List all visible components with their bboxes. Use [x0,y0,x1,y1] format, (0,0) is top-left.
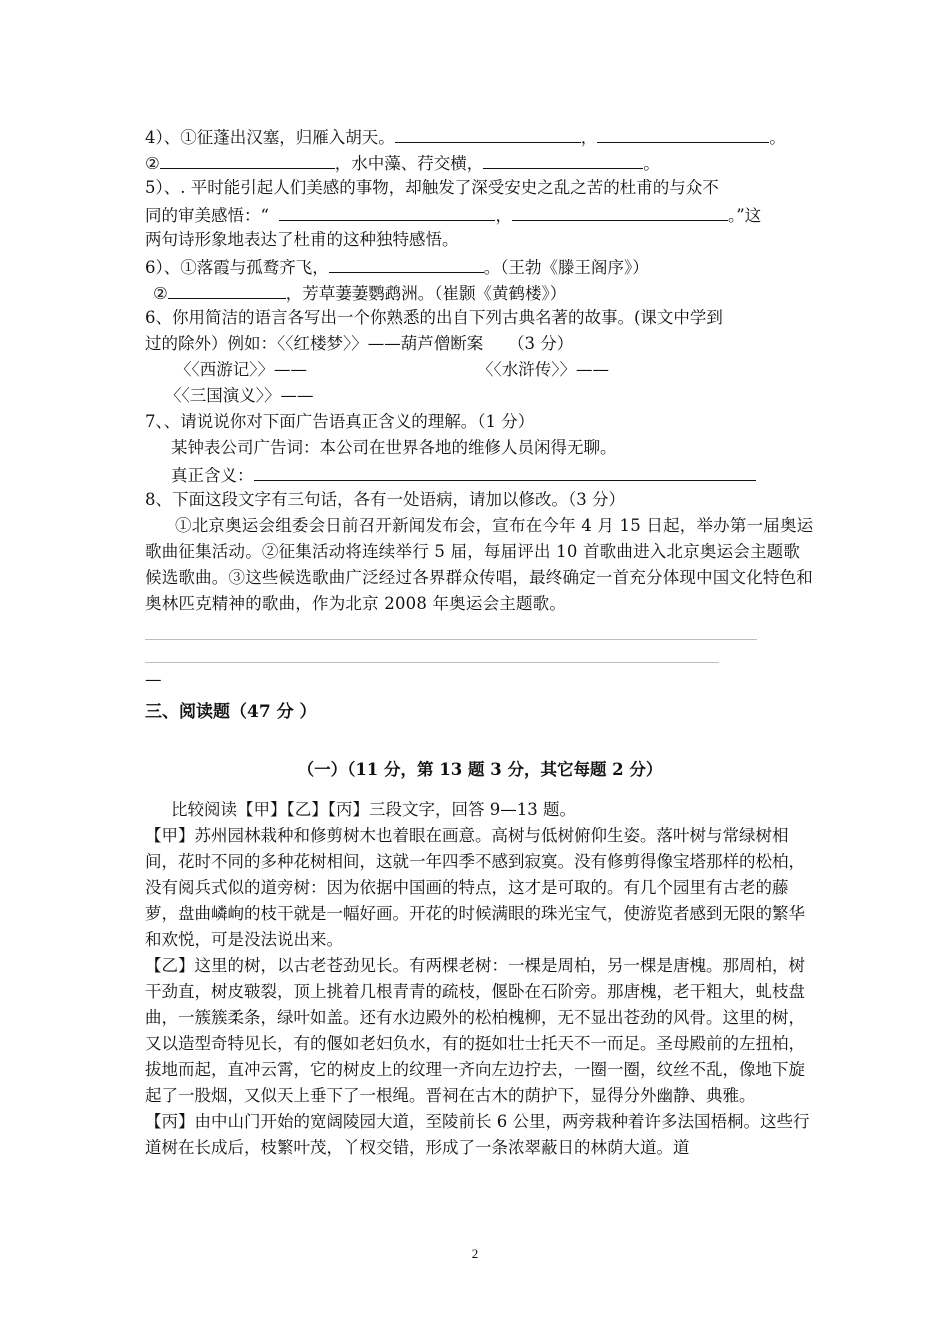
story-line3 [145,357,815,383]
story-text: 过的除外）例如：〈〈红楼梦〉〉——葫芦僧断案 （3 分） [145,334,574,353]
punct: 。 [769,128,786,147]
punct: 。 [643,154,660,173]
q6-marker: ② [153,284,168,303]
reading-intro [145,797,815,823]
answer-blank[interactable] [279,201,495,221]
passage-bing: 【丙】由中山门开始的宽阔陵园大道，至陵前长 6 公里，两旁栽种着许多法国梧桐。这些行道树在长成后，枝繁叶茂，丫杈交错，形成了一条浓翠蔽日的林荫大道。道 [145,1112,810,1157]
q4-line1 [145,123,815,149]
story-sanguo: 〈〈三国演义〉〉—— [165,386,314,405]
q7-text: 7、、请说说你对下面广告语真正含义的理解。（1 分） [145,412,535,431]
passage-yi: 【乙】这里的树，以古老苍劲见长。有两棵老树：一棵是周柏，另一棵是唐槐。那周柏，树干劲直，树皮皲裂，顶上挑着几根青青的疏枝，偃卧在石阶旁。那唐槐，老干粗大，虬枝盘曲，一簇簇柔条，绿叶如盖。还有水边殿外的松柏槐柳，无不显出苍劲的风骨。这里的树，又以造型奇特见长，有的偃如老妇负水，有的挺如壮士托天不一而足。圣母殿前的左扭柏，拔地而起，直冲云霄，它的树皮上的纹理一齐向左边拧去，一圈一圈，纹丝不乱，像地下旋起了一股烟，又似天上垂下了一根绳。晋祠在古木的荫护下，显得分外幽静、典雅。 [145,956,805,1105]
q6-line2 [145,279,815,305]
answer-blank[interactable] [168,279,286,299]
section-subtitle: （一）（11 分，第 13 题 3 分，其它每题 2 分） [297,760,663,779]
q5-line1 [145,175,815,201]
story-line4 [145,383,815,409]
q8-text: 8、下面这段文字有三句话，各有一处语病，请加以修改。（3 分） [145,490,625,509]
q7-label: 真正含义： [171,466,254,485]
punct: ， [495,206,512,225]
page-content [145,123,815,1161]
q4-text: 4）、①征蓬出汉塞，归雁入胡天。 [145,128,395,147]
q7-line2 [145,435,815,461]
q8-dash: — [145,670,162,689]
q5-text: 两句诗形象地表达了杜甫的这种独特感悟。 [145,230,459,249]
q7-line3 [145,461,815,487]
q7-text: 某钟表公司广告词：本公司在世界各地的维修人员闲得无聊。 [171,438,617,457]
q8-line1 [145,487,815,513]
answer-line[interactable] [145,662,719,663]
story-line2 [145,331,815,357]
q6-text: ，芳草萋萋鹦鹉洲。（崔颢《黄鹤楼》） [285,284,567,303]
q4-marker: ② [145,154,160,173]
answer-blank[interactable] [160,149,335,169]
passage-jia: 【甲】苏州园林栽种和修剪树木也着眼在画意。高树与低树俯仰生姿。落叶树与常绿树相间，花时不同的多种花树相间，这就一年四季不感到寂寞。没有修剪得像宝塔那样的松柏，没有阅兵式似的道旁树：因为依据中国画的特点，这才是可取的。有几个园里有古老的藤萝，盘曲嶙峋的枝干就是一幅好画。开花的时候满眼的珠光宝气，使游览者感到无限的繁华和欢悦，可是没法说出来。 [145,826,805,949]
answer-blank[interactable] [597,123,769,143]
page-number: 2 [471,1246,479,1261]
story-line1 [145,305,815,331]
q6-text: 6）、①落霞与孤鹜齐飞， [145,258,329,277]
answer-blank[interactable] [483,149,643,169]
punct: ， [580,128,598,147]
q5-text: 同的审美感悟：“ [145,206,269,225]
q7-line1 [145,409,815,435]
answer-blank[interactable] [512,201,728,221]
story-xiyou: 〈〈西游记〉〉—— [175,360,307,379]
answer-blank[interactable] [395,123,581,143]
q4-text: ，水中藻、荇交横， [334,154,484,173]
answer-blank[interactable] [329,253,484,273]
answer-blank[interactable] [254,461,756,481]
story-shuihu: 〈〈水浒传〉〉—— [477,360,609,379]
q8-dash-line [145,667,815,693]
story-text: 6、你用简洁的语言各写出一个你熟悉的出自下列古典名著的故事。(课文中学到 [145,308,723,327]
intro-text: 比较阅读【甲】【乙】【丙】三段文字，回答 9—13 题。 [171,800,576,819]
q6-text: 。（王勃《滕王阁序》） [483,258,649,277]
section-title: 三、阅读题（47 分 ） [145,702,317,722]
q6-line1 [145,253,815,279]
q5-line3 [145,227,815,253]
punct: 。”这 [727,206,762,225]
q8-passage [145,513,815,617]
q4-line2 [145,149,815,175]
q5-line2 [145,201,815,227]
q8-passage-text: ①北京奥运会组委会日前召开新闻发布会，宣布在今年 4 月 15 日起，举办第一届奥运歌曲征集活动。②征集活动将连续举行 5 届，每届评出 10 首歌曲进入北京奥运会主题歌候选歌曲。③这些候选歌曲广泛经过各界群众传唱，最终确定一首充分体现中国文化特色和奥林匹克精神的歌曲，作为北京 2008 年奥运会主题歌。 [145,516,814,613]
q5-text: 5）、. 平时能引起人们美感的事物，却触发了深受安史之乱之苦的杜甫的与众不 [145,178,719,197]
